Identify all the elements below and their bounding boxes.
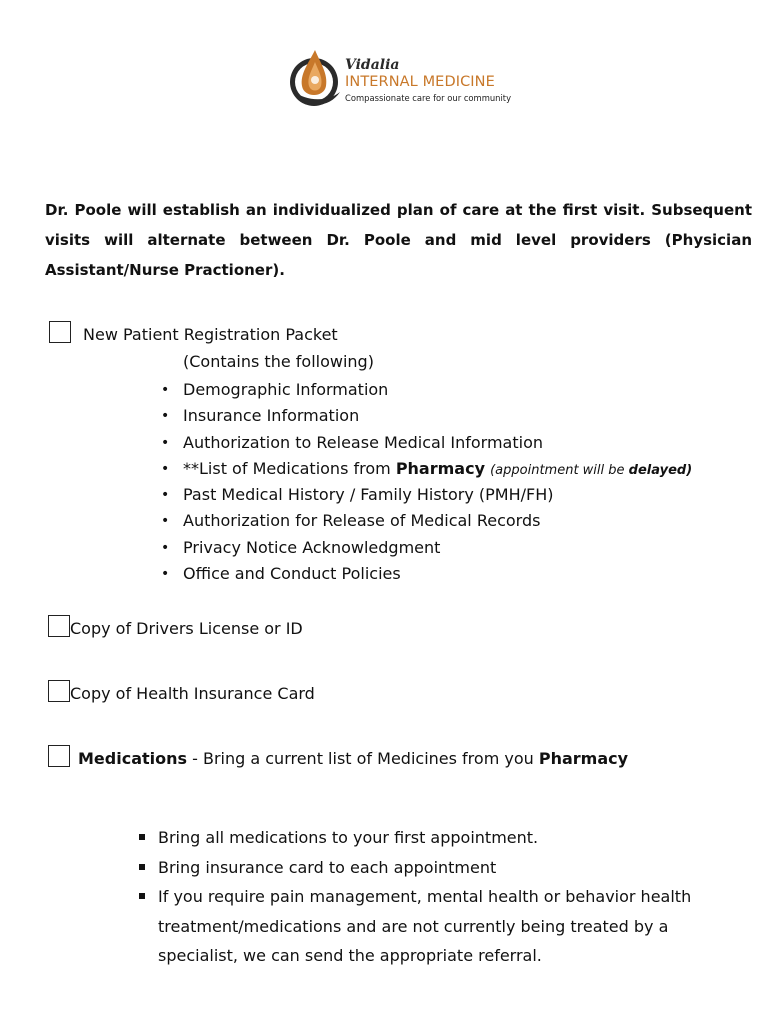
intro-paragraph: Dr. Poole will establish an individualized plan of care at the first visit. Subsequent visits will alternate between Dr. Poole and mid level providers (Physician Assistant/Nurse Practioner). — [45, 201, 752, 279]
license-label: Copy of Drivers License or ID — [70, 619, 303, 638]
list-item: • Office and Conduct Policies — [160, 561, 692, 587]
packet-checkbox[interactable] — [49, 321, 71, 343]
logo-brand-name: Vidalia — [345, 57, 400, 73]
packet-contains-note: (Contains the following) — [183, 352, 374, 371]
medications-text: - Bring a current list of Medicines from you — [187, 749, 539, 768]
list-item: If you require pain management, mental health or behavior health treatment/medications and are not currently being treated by a specialist, we can send the appropriate referral. — [135, 882, 735, 971]
medications-checkbox[interactable] — [48, 745, 70, 767]
list-item: • **List of Medications from Pharmacy (appointment will be delayed) — [160, 456, 692, 482]
logo-emblem-icon — [288, 46, 346, 112]
medications-check-row — [48, 745, 628, 768]
logo-title: INTERNAL MEDICINE — [345, 74, 495, 90]
list-item: • Insurance Information — [160, 403, 692, 429]
list-item: • Privacy Notice Acknowledgment — [160, 535, 692, 561]
insurance-label: Copy of Health Insurance Card — [70, 684, 315, 703]
list-item: • Past Medical History / Family History (PMH/FH) — [160, 482, 692, 508]
list-item: • Authorization for Release of Medical Records — [160, 508, 692, 534]
medications-pharmacy: Pharmacy — [538, 749, 629, 768]
insurance-checkbox[interactable] — [48, 680, 70, 702]
list-item: Bring insurance card to each appointment — [135, 853, 735, 883]
packet-item-list — [160, 377, 692, 587]
tips-list — [135, 823, 735, 971]
list-item: • Demographic Information — [160, 377, 692, 403]
packet-check-row — [49, 321, 338, 344]
practice-logo — [288, 46, 518, 116]
logo-tagline: Compassionate care for our community — [345, 93, 512, 103]
medications-title: Medications — [78, 749, 188, 768]
license-check-row — [48, 615, 303, 638]
packet-label: New Patient Registration Packet — [83, 325, 338, 344]
insurance-check-row — [48, 680, 315, 703]
license-checkbox[interactable] — [48, 615, 70, 637]
list-item: • Authorization to Release Medical Information — [160, 430, 692, 456]
list-item: Bring all medications to your first appointment. — [135, 823, 735, 853]
